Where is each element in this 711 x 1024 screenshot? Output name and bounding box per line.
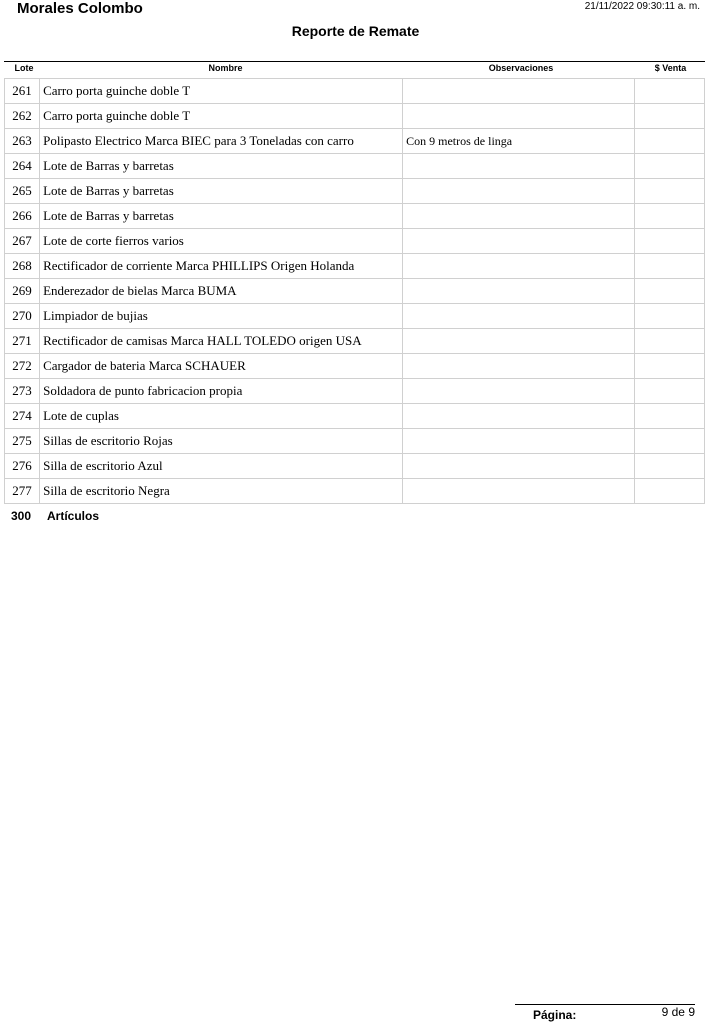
observaciones-cell <box>403 254 635 279</box>
total-label: Artículos <box>47 509 100 523</box>
column-header-lote: Lote <box>14 63 34 73</box>
nombre-cell: Polipasto Electrico Marca BIEC para 3 Toneladas con carro <box>40 129 403 154</box>
table-row <box>5 129 705 154</box>
venta-cell <box>634 454 704 479</box>
table-row <box>5 104 705 129</box>
nombre-cell: Carro porta guinche doble T <box>40 79 403 104</box>
observaciones-cell <box>403 454 635 479</box>
venta-cell <box>634 229 704 254</box>
lote-cell: 267 <box>5 229 40 254</box>
table-row <box>5 279 705 304</box>
table-row <box>5 254 705 279</box>
venta-cell <box>634 354 704 379</box>
nombre-cell: Lote de corte fierros varios <box>40 229 403 254</box>
nombre-cell: Lote de cuplas <box>40 404 403 429</box>
column-header-venta: $ Venta <box>654 63 687 73</box>
observaciones-cell <box>403 429 635 454</box>
nombre-cell: Carro porta guinche doble T <box>40 104 403 129</box>
observaciones-cell <box>403 304 635 329</box>
auction-items-table <box>4 78 705 504</box>
column-headers <box>4 62 705 76</box>
observaciones-cell <box>403 479 635 504</box>
page-number: 9 de 9 <box>661 1005 695 1019</box>
venta-cell <box>634 379 704 404</box>
venta-cell <box>634 329 704 354</box>
total-count: 300 <box>11 509 32 523</box>
venta-cell <box>634 404 704 429</box>
table-row <box>5 204 705 229</box>
observaciones-cell <box>403 329 635 354</box>
table-row <box>5 429 705 454</box>
lote-cell: 263 <box>5 129 40 154</box>
page-label: Página: <box>533 1008 577 1022</box>
observaciones-cell <box>403 279 635 304</box>
lote-cell: 272 <box>5 354 40 379</box>
observaciones-cell <box>403 229 635 254</box>
lote-cell: 262 <box>5 104 40 129</box>
lote-cell: 271 <box>5 329 40 354</box>
table-row <box>5 154 705 179</box>
nombre-cell: Lote de Barras y barretas <box>40 204 403 229</box>
report-datetime: 21/11/2022 09:30:11 a. m. <box>584 1 700 12</box>
venta-cell <box>634 204 704 229</box>
lote-cell: 265 <box>5 179 40 204</box>
table-row <box>5 379 705 404</box>
lote-cell: 277 <box>5 479 40 504</box>
lote-cell: 266 <box>5 204 40 229</box>
venta-cell <box>634 179 704 204</box>
column-header-nombre: Nombre <box>208 63 243 73</box>
lote-cell: 264 <box>5 154 40 179</box>
lote-cell: 270 <box>5 304 40 329</box>
table-row <box>5 79 705 104</box>
nombre-cell: Lote de Barras y barretas <box>40 179 403 204</box>
lote-cell: 273 <box>5 379 40 404</box>
observaciones-cell: Con 9 metros de linga <box>403 129 635 154</box>
nombre-cell: Limpiador de bujias <box>40 304 403 329</box>
lote-cell: 261 <box>5 79 40 104</box>
lote-cell: 269 <box>5 279 40 304</box>
observaciones-cell <box>403 104 635 129</box>
company-name: Morales Colombo <box>17 0 143 17</box>
nombre-cell: Cargador de bateria Marca SCHAUER <box>40 354 403 379</box>
report-title: Reporte de Remate <box>291 23 420 39</box>
column-header-observaciones: Observaciones <box>488 63 554 73</box>
venta-cell <box>634 129 704 154</box>
nombre-cell: Rectificador de corriente Marca PHILLIPS Origen Holanda <box>40 254 403 279</box>
observaciones-cell <box>403 354 635 379</box>
lote-cell: 275 <box>5 429 40 454</box>
venta-cell <box>634 104 704 129</box>
nombre-cell: Enderezador de bielas Marca BUMA <box>40 279 403 304</box>
venta-cell <box>634 279 704 304</box>
table-row <box>5 479 705 504</box>
observaciones-cell <box>403 154 635 179</box>
nombre-cell: Silla de escritorio Negra <box>40 479 403 504</box>
table-row <box>5 229 705 254</box>
nombre-cell: Silla de escritorio Azul <box>40 454 403 479</box>
table-row <box>5 329 705 354</box>
venta-cell <box>634 304 704 329</box>
observaciones-cell <box>403 79 635 104</box>
lote-cell: 274 <box>5 404 40 429</box>
lote-cell: 268 <box>5 254 40 279</box>
venta-cell <box>634 479 704 504</box>
table-row <box>5 404 705 429</box>
venta-cell <box>634 79 704 104</box>
table-row <box>5 179 705 204</box>
nombre-cell: Lote de Barras y barretas <box>40 154 403 179</box>
lote-cell: 276 <box>5 454 40 479</box>
observaciones-cell <box>403 179 635 204</box>
observaciones-cell <box>403 204 635 229</box>
nombre-cell: Soldadora de punto fabricacion propia <box>40 379 403 404</box>
venta-cell <box>634 429 704 454</box>
nombre-cell: Sillas de escritorio Rojas <box>40 429 403 454</box>
venta-cell <box>634 154 704 179</box>
observaciones-cell <box>403 404 635 429</box>
table-row <box>5 304 705 329</box>
nombre-cell: Rectificador de camisas Marca HALL TOLEDO origen USA <box>40 329 403 354</box>
venta-cell <box>634 254 704 279</box>
table-row <box>5 454 705 479</box>
observaciones-cell <box>403 379 635 404</box>
table-row <box>5 354 705 379</box>
